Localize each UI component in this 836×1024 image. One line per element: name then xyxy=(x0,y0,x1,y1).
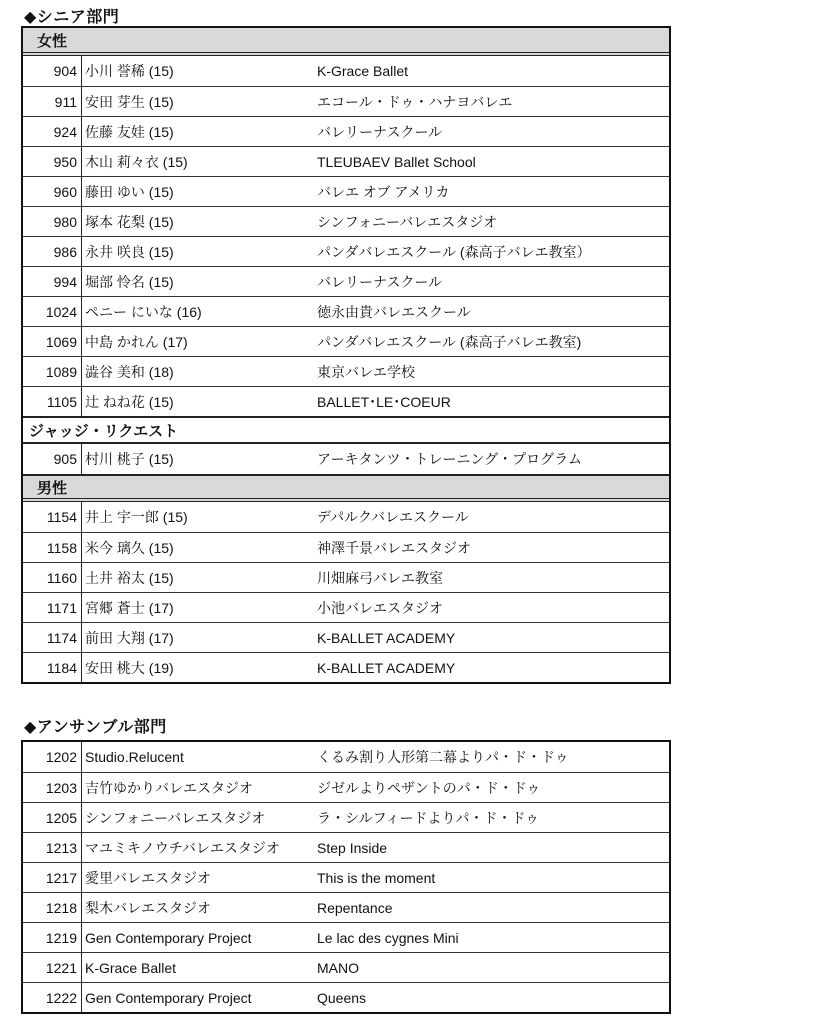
table-row xyxy=(23,266,669,296)
entry-number: 1158 xyxy=(46,539,77,556)
entry-name: 塚本 花梨 (15) xyxy=(81,207,317,236)
entry-number: 1024 xyxy=(45,303,77,320)
entry-name: 宮郷 蒼士 (17) xyxy=(81,593,317,622)
entry-name: マユミキノウチバレエスタジオ xyxy=(81,833,317,862)
table-row xyxy=(23,892,669,922)
entry-number: 1218 xyxy=(45,899,77,916)
group-header-male: 男性 xyxy=(23,474,669,502)
entry-number: 904 xyxy=(53,63,77,79)
entry-number: 1089 xyxy=(45,363,77,380)
entry-name: 安田 芽生 (15) xyxy=(81,87,317,116)
table-row xyxy=(23,982,669,1012)
entry-school: 川畑麻弓バレエ教室 xyxy=(317,569,443,586)
group-header-female: 女性 xyxy=(23,28,669,56)
entry-number: 960 xyxy=(53,183,77,200)
entry-name: 永井 咲良 (15) xyxy=(81,237,317,266)
table-row xyxy=(23,86,669,116)
table-row xyxy=(23,236,669,266)
table-row xyxy=(23,802,669,832)
entry-number: 1222 xyxy=(45,989,77,1006)
table-row xyxy=(23,772,669,802)
table-row xyxy=(23,146,669,176)
entry-name: 梨木バレエスタジオ xyxy=(81,893,317,922)
entry-number: 1174 xyxy=(46,629,77,646)
table-row xyxy=(23,206,669,236)
female-rows xyxy=(23,56,669,416)
entry-name: 中島 かれん (17) xyxy=(81,327,317,356)
entry-name: 小川 誉稀 (15) xyxy=(81,56,317,86)
entry-number: 1154 xyxy=(46,509,77,525)
entry-number: 911 xyxy=(54,93,77,110)
entry-piece: ラ・シルフィードよりパ・ド・ドゥ xyxy=(317,809,540,826)
entry-number: 950 xyxy=(53,153,77,170)
table-row xyxy=(23,832,669,862)
entry-school: 神澤千景バレエスタジオ xyxy=(317,539,471,556)
table-row xyxy=(23,116,669,146)
male-rows xyxy=(23,502,669,682)
table-row xyxy=(23,532,669,562)
table-row xyxy=(23,502,669,532)
entry-piece: This is the moment xyxy=(317,869,436,886)
entry-number: 1219 xyxy=(45,929,77,946)
entry-piece: くるみ割り人形第二幕よりパ・ド・ドゥ xyxy=(317,749,569,765)
table-row xyxy=(23,56,669,86)
entry-name: 藤田 ゆい (15) xyxy=(81,177,317,206)
entry-school: デパルクバレエスクール xyxy=(317,509,469,525)
entry-school: 東京バレエ学校 xyxy=(317,363,415,380)
entry-name: 堀部 怜名 (15) xyxy=(81,267,317,296)
entry-name: 村川 桃子 (15) xyxy=(81,444,317,474)
table-row xyxy=(23,444,669,474)
entry-name: 木山 莉々衣 (15) xyxy=(81,147,317,176)
entry-school: バレエ オブ アメリカ xyxy=(317,183,450,200)
entry-school: アーキタンツ・トレーニング・プログラム xyxy=(317,451,583,467)
table-row xyxy=(23,952,669,982)
entry-name: 前田 大翔 (17) xyxy=(81,623,317,652)
entry-name: 井上 宇一郎 (15) xyxy=(81,502,317,532)
entry-piece: Le lac des cygnes Mini xyxy=(317,929,459,946)
entry-number: 1171 xyxy=(46,599,77,616)
entry-name: 土井 裕太 (15) xyxy=(81,563,317,592)
table-row xyxy=(23,922,669,952)
ensemble-section-title: ◆アンサンブル部門 xyxy=(24,719,167,736)
entry-number: 980 xyxy=(53,213,77,230)
entry-school: 小池バレエスタジオ xyxy=(317,599,443,616)
table-row xyxy=(23,176,669,206)
entry-school: パンダバレエスクール (森高子バレエ教室) xyxy=(317,333,582,350)
entry-name: 吉竹ゆかりバレエスタジオ xyxy=(81,773,317,802)
senior-section-title: ◆シニア部門 xyxy=(24,9,120,26)
table-row xyxy=(23,296,669,326)
entry-number: 1202 xyxy=(45,749,77,765)
entry-number: 1203 xyxy=(45,779,77,796)
entry-school: K-BALLET ACADEMY xyxy=(317,629,456,646)
entry-name: ペニー にいな (16) xyxy=(81,297,317,326)
entry-name: 佐藤 友娃 (15) xyxy=(81,117,317,146)
table-row xyxy=(23,862,669,892)
entry-number: 1160 xyxy=(46,569,77,586)
entry-school: パンダバレエスクール (森高子バレエ教室） xyxy=(317,243,591,260)
entry-number: 986 xyxy=(53,243,77,260)
entry-school: バレリーナスクール xyxy=(317,273,443,290)
entry-school: バレリーナスクール xyxy=(317,123,443,140)
entry-piece: Queens xyxy=(317,989,367,1006)
senior-table xyxy=(21,26,671,684)
entry-piece: MANO xyxy=(317,959,359,976)
table-row xyxy=(23,742,669,772)
entry-number: 994 xyxy=(53,273,77,290)
entry-school: エコール・ドゥ・ハナヨバレエ xyxy=(317,93,513,110)
table-row xyxy=(23,652,669,682)
entry-name: シンフォニーバレエスタジオ xyxy=(81,803,317,832)
entry-number: 1069 xyxy=(45,333,77,350)
entry-piece: Step Inside xyxy=(317,839,388,856)
table-row xyxy=(23,622,669,652)
ensemble-rows xyxy=(23,742,669,1012)
entry-name: Gen Contemporary Project xyxy=(81,983,317,1012)
entry-school: BALLET･LE･COEUR xyxy=(317,393,451,410)
entry-piece: ジゼルよりペザントのパ・ド・ドゥ xyxy=(317,779,541,796)
ensemble-table xyxy=(21,740,671,1014)
entry-name: K-Grace Ballet xyxy=(81,953,317,982)
entry-school: K-BALLET ACADEMY xyxy=(317,659,456,676)
entry-name: Gen Contemporary Project xyxy=(81,923,317,952)
entry-name: 米今 璃久 (15) xyxy=(81,533,317,562)
table-row xyxy=(23,562,669,592)
judge-request-rows xyxy=(23,444,669,474)
table-row xyxy=(23,326,669,356)
entry-name: 愛里バレエスタジオ xyxy=(81,863,317,892)
entry-number: 1105 xyxy=(46,393,77,410)
entry-number: 1213 xyxy=(45,839,77,856)
entry-school: TLEUBAEV Ballet School xyxy=(317,153,476,170)
table-row xyxy=(23,592,669,622)
entry-name: Studio.Relucent xyxy=(81,742,317,772)
entry-name: 澁谷 美和 (18) xyxy=(81,357,317,386)
entry-name: 辻 ねね花 (15) xyxy=(81,387,317,416)
entry-number: 1205 xyxy=(45,809,77,826)
entry-number: 924 xyxy=(53,123,77,140)
entry-piece: Repentance xyxy=(317,899,393,916)
entry-number: 1217 xyxy=(45,869,77,886)
group-header-judge-request: ジャッジ・リクエスト xyxy=(23,416,669,444)
entry-name: 安田 桃大 (19) xyxy=(81,653,317,682)
table-row xyxy=(23,356,669,386)
entry-number: 905 xyxy=(53,451,77,467)
table-row xyxy=(23,386,669,416)
entry-number: 1184 xyxy=(46,659,77,676)
entry-school: 徳永由貴バレエスクール xyxy=(317,303,471,320)
entry-school: シンフォニーバレエスタジオ xyxy=(317,213,498,230)
entry-school: K-Grace Ballet xyxy=(317,63,409,79)
entry-number: 1221 xyxy=(45,959,77,976)
